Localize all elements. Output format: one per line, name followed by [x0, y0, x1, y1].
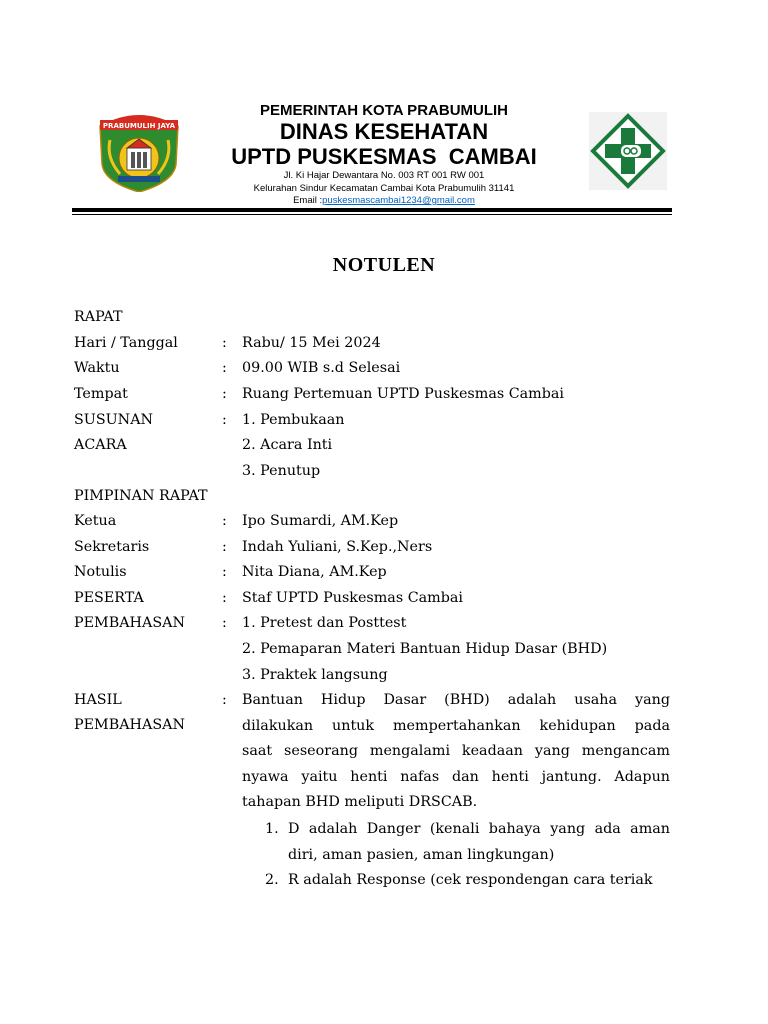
emblem-text: PRABUMULIH JAYA: [102, 122, 176, 130]
row-chair: Ketua : Ipo Sumardi, AM.Kep: [74, 513, 399, 529]
row-discussion-2: 2. Pemaparan Materi Bantuan Hidup Dasar (BHD): [242, 641, 608, 657]
email-label: Email :: [293, 195, 323, 206]
paragraph-line: saat seseorang mengalami keadaan yang mengancam: [242, 743, 670, 760]
row-rapat: RAPAT: [74, 309, 123, 325]
row-discussion-3: 3. Praktek langsung: [242, 667, 388, 683]
row-notetaker: Notulis : Nita Diana, AM.Kep: [74, 564, 387, 580]
email-line: [200, 195, 568, 208]
row-results-label-2: PEMBAHASAN: [74, 717, 185, 733]
row-secretary: Sekretaris : Indah Yuliani, S.Kep.,Ners: [74, 539, 433, 555]
row-time: Waktu : 09.00 WIB s.d Selesai: [74, 360, 401, 376]
city-emblem-icon: [96, 106, 182, 192]
list-item: [265, 817, 670, 868]
row-agenda-3: 3. Penutup: [242, 463, 321, 479]
letterhead: [200, 102, 568, 208]
puskesmas-cross-icon: [589, 112, 667, 190]
address-line-2: Kelurahan Sindur Kecamatan Cambai Kota Prabumulih 31141: [253, 182, 515, 194]
row-date: Hari / Tanggal : Rabu/ 15 Mei 2024: [74, 335, 381, 351]
letterhead-divider-thin: [72, 214, 672, 215]
paragraph-line: Bantuan Hidup Dasar (BHD) adalah usaha yang: [242, 692, 670, 708]
step-line: D adalah Danger (kenali bahaya yang ada aman: [288, 821, 670, 837]
paragraph-line: tahapan BHD meliputi DRSCAB.: [242, 794, 478, 811]
step-number: 2.: [265, 872, 279, 889]
institution-name: UPTD PUSKESMAS CAMBAI: [231, 144, 537, 169]
paragraph-line: dilakukan untuk mempertahankan kehidupan pada: [242, 717, 670, 734]
letterhead-divider-thick: [72, 208, 672, 212]
row-discussion-1: PEMBAHASAN : 1. Pretest dan Posttest: [74, 615, 407, 631]
row-leadership: PIMPINAN RAPAT: [74, 488, 208, 504]
row-participants: PESERTA : Staf UPTD Puskesmas Cambai: [74, 590, 463, 606]
government-name: PEMERINTAH KOTA PRABUMULIH: [259, 102, 509, 119]
document-title: NOTULEN: [332, 254, 436, 276]
row-agenda-2: ACARA 2. Acara Inti: [74, 437, 333, 453]
step-line: R adalah Response (cek respondengan cara teriak: [288, 872, 653, 889]
email-link[interactable]: puskesmascambai1234@gmail.com: [322, 195, 475, 206]
results-paragraph: [242, 688, 670, 816]
row-place: Tempat : Ruang Pertemuan UPTD Puskesmas Cambai: [74, 386, 564, 402]
agency-name: DINAS KESEHATAN: [279, 119, 489, 144]
drscab-steps: [265, 817, 670, 894]
step-line: diri, aman pasien, aman lingkungan): [288, 846, 555, 863]
row-agenda-1: SUSUNAN : 1. Pembukaan: [74, 412, 345, 428]
step-number: 1.: [265, 821, 279, 837]
paragraph-line: nyawa yaitu henti nafas dan henti jantung. Adapun: [242, 768, 670, 785]
list-item: [265, 868, 670, 894]
row-results-label: HASIL :: [74, 692, 227, 708]
address-line-1: Jl. Ki Hajar Dewantara No. 003 RT 001 RW 001: [283, 170, 485, 181]
